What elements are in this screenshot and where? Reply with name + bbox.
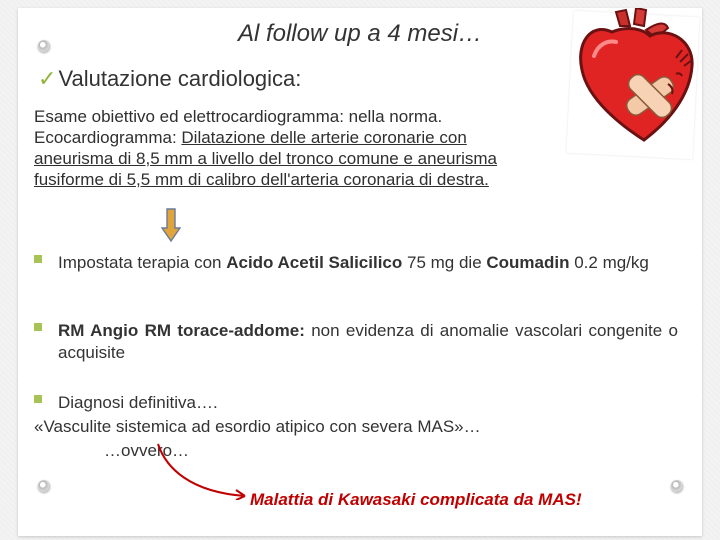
bullet-marker — [34, 323, 42, 331]
bullet-text — [58, 320, 678, 364]
diagnosis-quote: «Vasculite sistemica ad esordio atipico con severa MAS»… — [34, 417, 481, 436]
echo-label: Ecocardiogramma: — [34, 128, 182, 147]
pin-icon — [38, 40, 50, 52]
section-subtitle — [38, 66, 301, 92]
bullet-marker — [34, 255, 42, 263]
echo-finding-1: Dilatazione delle arterie coronarie con — [181, 128, 467, 147]
bullet-marker — [34, 395, 42, 403]
pin-icon — [671, 480, 683, 492]
echo-line-1 — [34, 127, 634, 148]
echo-finding-3: fusiforme di 5,5 mm di calibro dell'arteria coronaria di destra. — [34, 170, 489, 189]
therapy-dose: 75 mg die — [402, 253, 487, 272]
diagnosis-label: Diagnosi definitiva…. — [58, 393, 218, 412]
pin-icon — [38, 480, 50, 492]
bullet-diagnosis — [34, 392, 679, 462]
bullet-text — [58, 252, 678, 274]
exam-line: Esame obiettivo ed elettrocardiogramma: nella norma. — [34, 107, 443, 126]
drug-aspirin: Acido Acetil Salicilico — [226, 253, 403, 272]
check-icon: ✓ — [38, 66, 57, 91]
findings-paragraph — [34, 106, 634, 190]
drug-coumadin: Coumadin — [486, 253, 570, 272]
diagnosis-ovvero: …ovvero… — [104, 441, 190, 460]
echo-finding-2: aneurisma di 8,5 mm a livello del tronco comune e aneurisma — [34, 149, 498, 168]
curved-arrow-icon — [150, 440, 250, 500]
coumadin-dose: 0.2 mg/kg — [569, 253, 649, 272]
mri-result: non evidenza di anomalie vascolari congenite o acquisite — [58, 321, 678, 362]
subtitle-text: Valutazione cardiologica: — [58, 66, 302, 91]
down-arrow-icon — [161, 208, 181, 242]
slide-title: Al follow up a 4 mesi… — [237, 20, 483, 47]
conclusion-text: Malattia di Kawasaki complicata da MAS! — [250, 490, 582, 509]
mri-label: RM Angio RM torace-addome: — [58, 321, 305, 340]
therapy-text: Impostata terapia con — [58, 253, 227, 272]
